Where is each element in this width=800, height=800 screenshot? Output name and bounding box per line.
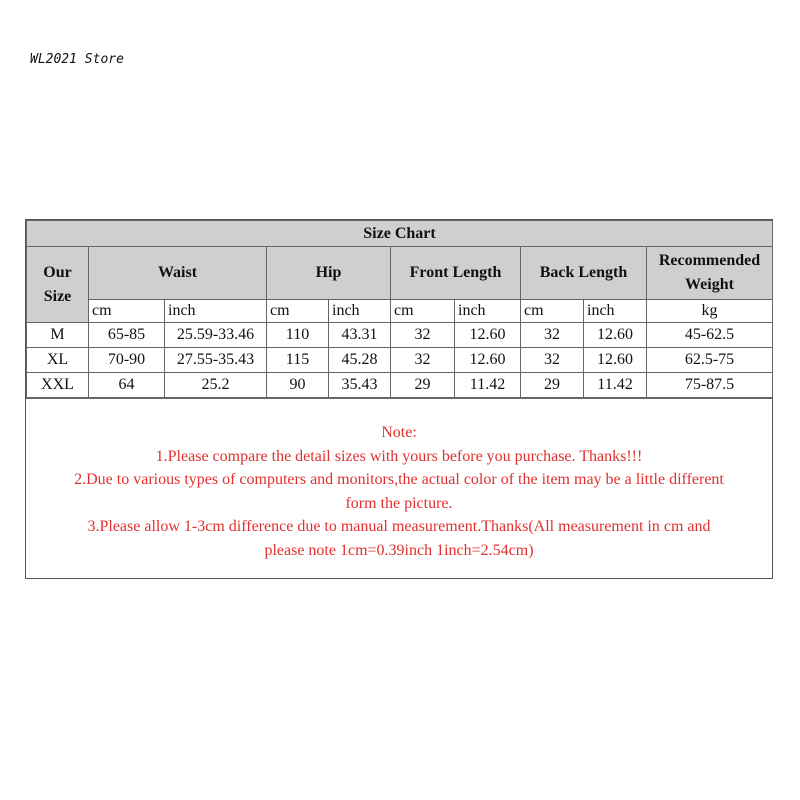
unit-cell: inch — [165, 300, 267, 323]
table-cell: 32 — [391, 323, 455, 348]
header-waist: Waist — [89, 247, 267, 300]
table-cell: 27.55-35.43 — [165, 348, 267, 373]
table-cell: 90 — [267, 373, 329, 398]
table-cell: 32 — [521, 348, 584, 373]
size-cell: M — [27, 323, 89, 348]
table-cell: 32 — [521, 323, 584, 348]
table-cell: 11.42 — [455, 373, 521, 398]
table-cell: 65-85 — [89, 323, 165, 348]
unit-cell: cm — [391, 300, 455, 323]
header-size: Our Size — [27, 247, 89, 323]
table-cell: 32 — [391, 348, 455, 373]
table-cell: 75-87.5 — [647, 373, 773, 398]
table-row — [27, 348, 773, 373]
unit-cell: cm — [267, 300, 329, 323]
table-cell: 29 — [391, 373, 455, 398]
table-cell: 29 — [521, 373, 584, 398]
table-cell: 12.60 — [455, 348, 521, 373]
table-cell: 12.60 — [584, 323, 647, 348]
size-cell: XL — [27, 348, 89, 373]
header-hip: Hip — [267, 247, 391, 300]
table-cell: 35.43 — [329, 373, 391, 398]
table-cell: 11.42 — [584, 373, 647, 398]
table-cell: 64 — [89, 373, 165, 398]
header-front-length: Front Length — [391, 247, 521, 300]
note-line: 1.Please compare the detail sizes with yours before you purchase. Thanks!!! — [155, 447, 643, 465]
table-cell: 62.5-75 — [647, 348, 773, 373]
table-cell: 70-90 — [89, 348, 165, 373]
table-cell: 115 — [267, 348, 329, 373]
header-back-length: Back Length — [521, 247, 647, 300]
table-cell: 12.60 — [455, 323, 521, 348]
note-line: 3.Please allow 1-3cm difference due to manual measurement.Thanks(All measurement in cm and — [87, 518, 711, 535]
notes-heading: Note: — [381, 424, 417, 441]
table-cell: 45.28 — [329, 348, 391, 373]
size-chart — [25, 219, 773, 579]
table-cell: 25.59-33.46 — [165, 323, 267, 348]
unit-cell: kg — [647, 300, 773, 323]
table-row — [27, 323, 773, 348]
unit-cell: cm — [521, 300, 584, 323]
table-cell: 25.2 — [165, 373, 267, 398]
chart-title: Size Chart — [27, 221, 773, 247]
unit-cell: inch — [455, 300, 521, 323]
note-line: 2.Due to various types of computers and monitors,the actual color of the item may be a little different — [74, 471, 724, 488]
size-cell: XXL — [27, 373, 89, 398]
unit-cell: inch — [584, 300, 647, 323]
table-cell: 43.31 — [329, 323, 391, 348]
store-name: WL2021 Store — [30, 52, 124, 67]
table-cell: 110 — [267, 323, 329, 348]
size-chart-table — [26, 220, 773, 398]
table-cell: 45-62.5 — [647, 323, 773, 348]
table-cell: 12.60 — [584, 348, 647, 373]
note-line: please note 1cm=0.39inch 1inch=2.54cm) — [264, 541, 534, 559]
table-row — [27, 373, 773, 398]
notes-section — [26, 398, 772, 578]
unit-cell: cm — [89, 300, 165, 323]
note-line: form the picture. — [345, 494, 453, 512]
unit-cell: inch — [329, 300, 391, 323]
header-weight: Recommended Weight — [647, 247, 773, 300]
